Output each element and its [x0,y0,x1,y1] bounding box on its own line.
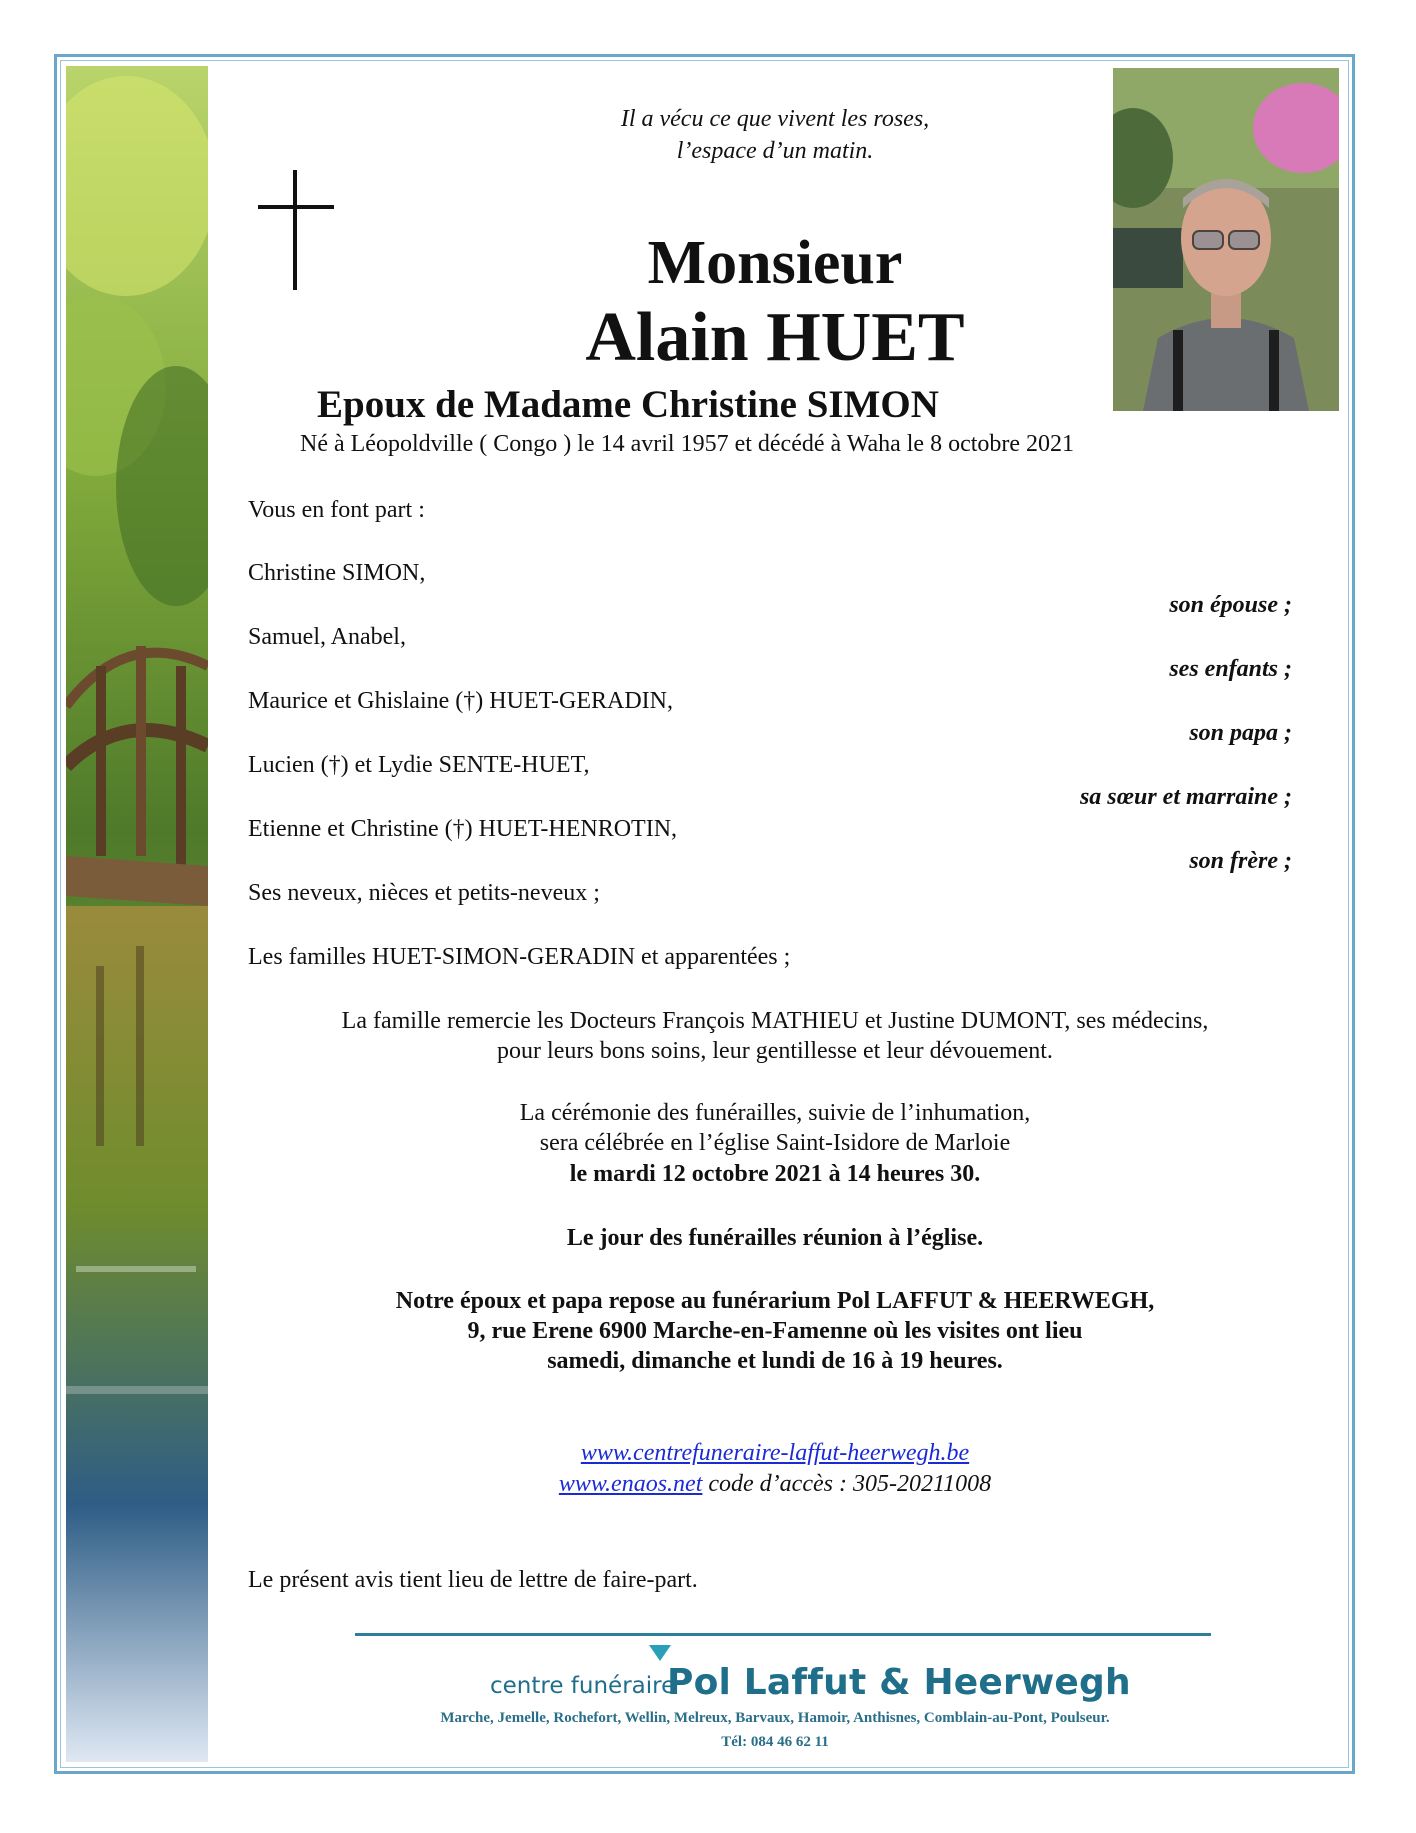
closing-line: Le présent avis tient lieu de lettre de faire-part. [248,1567,698,1593]
family-member-names: Maurice et Ghislaine (†) HUET-GERADIN, [248,688,674,714]
families-line: Les familles HUET-SIMON-GERADIN et apparentées ; [248,944,791,970]
visits-line-3: samedi, dimanche et lundi de 16 à 19 heures. [547,1348,1003,1374]
funeral-center-link[interactable]: www.centrefuneraire-laffut-heerwegh.be [580,1440,970,1466]
family-member-names: Christine SIMON, [248,560,426,586]
visits-line-2: 9, rue Erene 6900 Marche-en-Famenne où les visites ont lieu [467,1318,1083,1344]
ceremony-line-2: sera célébrée en l’église Saint-Isidore de Marloie [539,1130,1011,1156]
epigraph-line-2: l’espace d’un matin. [676,138,874,164]
website-line [210,1440,1340,1467]
spouse-line: Epoux de Madame Christine SIMON [317,383,939,426]
garden-bridge-illustration [66,66,208,1762]
family-member-names: Lucien (†) et Lydie SENTE-HUET, [248,752,590,778]
announcement-intro: Vous en font part : [248,497,425,523]
deceased-name: Alain HUET [585,299,965,376]
family-member-relation: ses enfants ; [1169,656,1292,682]
logo-small-text: centre funéraire [490,1673,676,1699]
footer-towns: Marche, Jemelle, Rochefort, Wellin, Melreux, Barvaux, Hamoir, Anthisnes, Comblain-au-Pont, Poulseur. [440,1710,1110,1726]
family-member-names: Samuel, Anabel, [248,624,406,650]
visits-line-1: Notre époux et papa repose au funérarium Pol LAFFUT & HEERWEGH, [395,1288,1155,1314]
enaos-link[interactable]: www.enaos.net [558,1471,703,1497]
access-code: code d’accès : 305-20211008 [702,1471,992,1497]
footer-rule [355,1633,1211,1636]
footer-phone: Tél: 084 46 62 11 [721,1734,829,1750]
nephews-line: Ses neveux, nièces et petits-neveux ; [248,880,600,906]
title-honorific: Monsieur [647,229,903,297]
ceremony-line-1: La cérémonie des funérailles, suivie de l’inhumation, [519,1100,1031,1126]
family-member-names: Etienne et Christine (†) HUET-HENROTIN, [248,816,678,842]
thanks-line-1: La famille remercie les Docteurs François MATHIEU et Justine DUMONT, ses médecins, [341,1008,1209,1034]
family-member-relation: son épouse ; [1169,592,1292,618]
birth-death-line: Né à Léopoldville ( Congo ) le 14 avril 1957 et décédé à Waha le 8 octobre 2021 [300,431,1075,457]
family-member-relation: son frère ; [1189,848,1292,874]
enaos-line [210,1471,1340,1498]
epigraph-line-1: Il a vécu ce que vivent les roses, [620,106,930,132]
garden-bridge-photo [66,66,208,1762]
logo-brand-name: Pol Laffut & Heerwegh [667,1662,1131,1703]
meeting-line: Le jour des funérailles réunion à l’église. [566,1225,984,1251]
thanks-line-2: pour leurs bons soins, leur gentillesse et leur dévouement. [497,1038,1053,1064]
family-member-relation: sa sœur et marraine ; [1079,784,1292,810]
logo-triangle-icon [649,1645,671,1661]
ceremony-date: le mardi 12 octobre 2021 à 14 heures 30. [569,1161,981,1187]
family-member-relation: son papa ; [1189,720,1292,746]
